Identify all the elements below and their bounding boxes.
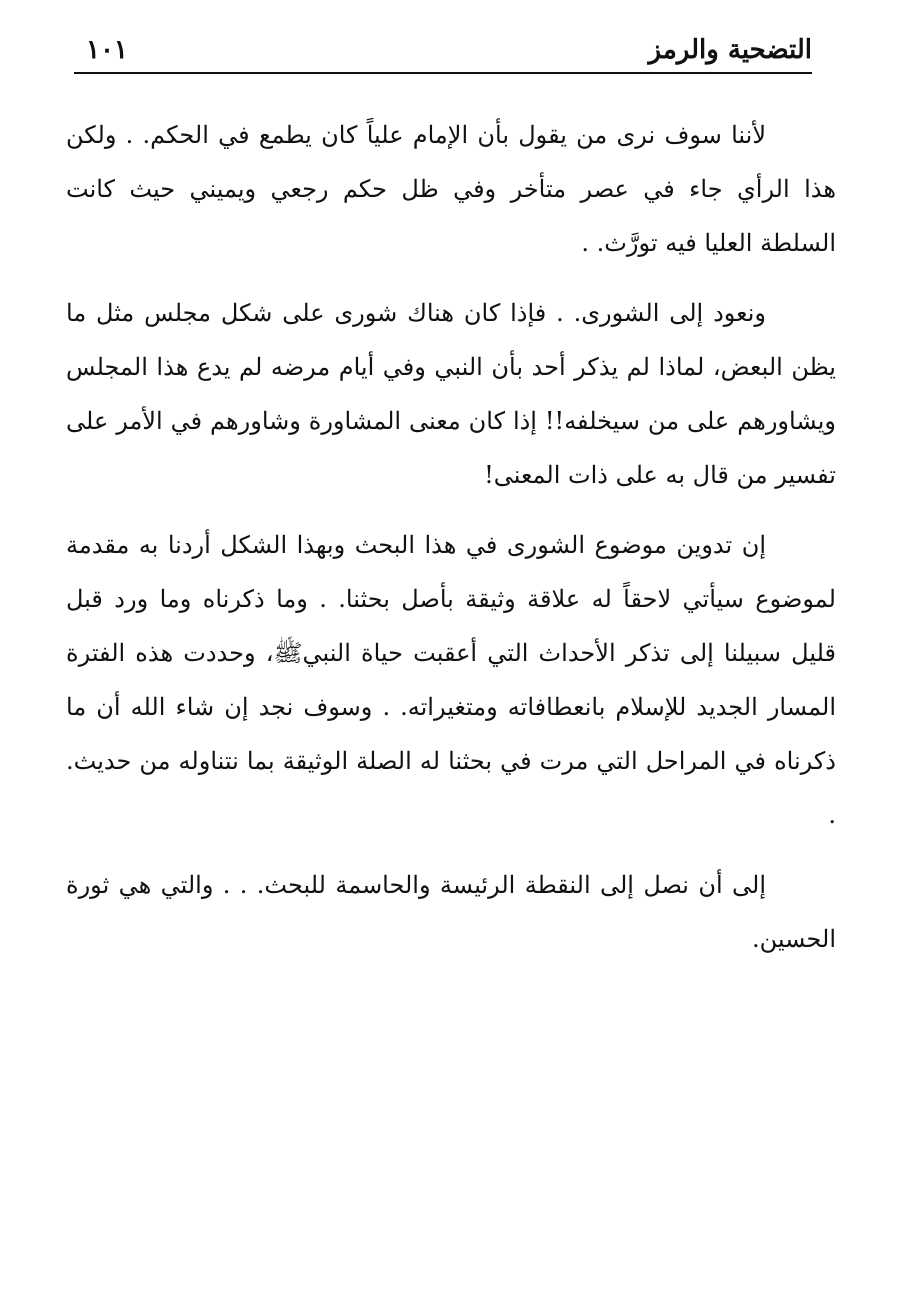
page-number: ١٠١ xyxy=(86,35,128,65)
running-title: التضحية والرمز xyxy=(648,35,812,65)
body-text xyxy=(66,108,836,982)
paragraph: ونعود إلى الشورى. . فإذا كان هناك شورى على شكل مجلس مثل ما يظن البعض، لماذا لم يذكر أحد بأن النبي وفي أيام مرضه لم يدع هذا المجلس ويشاورهم على من سيخلفه!! إذا كان معنى المشاورة وشاورهم في الأمر على تفسير من قال به على ذات المعنى! xyxy=(66,299,836,489)
page-header xyxy=(72,32,812,72)
paragraph: لأننا سوف نرى من يقول بأن الإمام علياً كان يطمع في الحكم. . ولكن هذا الرأي جاء في عصر متأخر وفي ظل حكم رجعي ويميني حيث كانت السلطة العليا فيه تورَّث. . xyxy=(66,121,836,257)
header-rule xyxy=(74,72,812,74)
paragraph: إن تدوين موضوع الشورى في هذا البحث وبهذا الشكل أردنا به مقدمة لموضوع سيأتي لاحقاً له علاقة وثيقة بأصل بحثنا. . وما ذكرناه وما ورد قبل قليل سبيلنا إلى تذكر الأحداث التي أعقبت حياة النبيﷺ، وحددت هذه الفترة المسار الجديد للإسلام بانعطافاته ومتغيراته. . وسوف نجد إن شاء الله أن ما ذكرناه في المراحل التي مرت في بحثنا له الصلة الوثيقة بما نتناوله من حديث. . xyxy=(66,531,836,829)
paragraph: إلى أن نصل إلى النقطة الرئيسة والحاسمة للبحث. . . والتي هي ثورة الحسين. xyxy=(66,871,836,953)
